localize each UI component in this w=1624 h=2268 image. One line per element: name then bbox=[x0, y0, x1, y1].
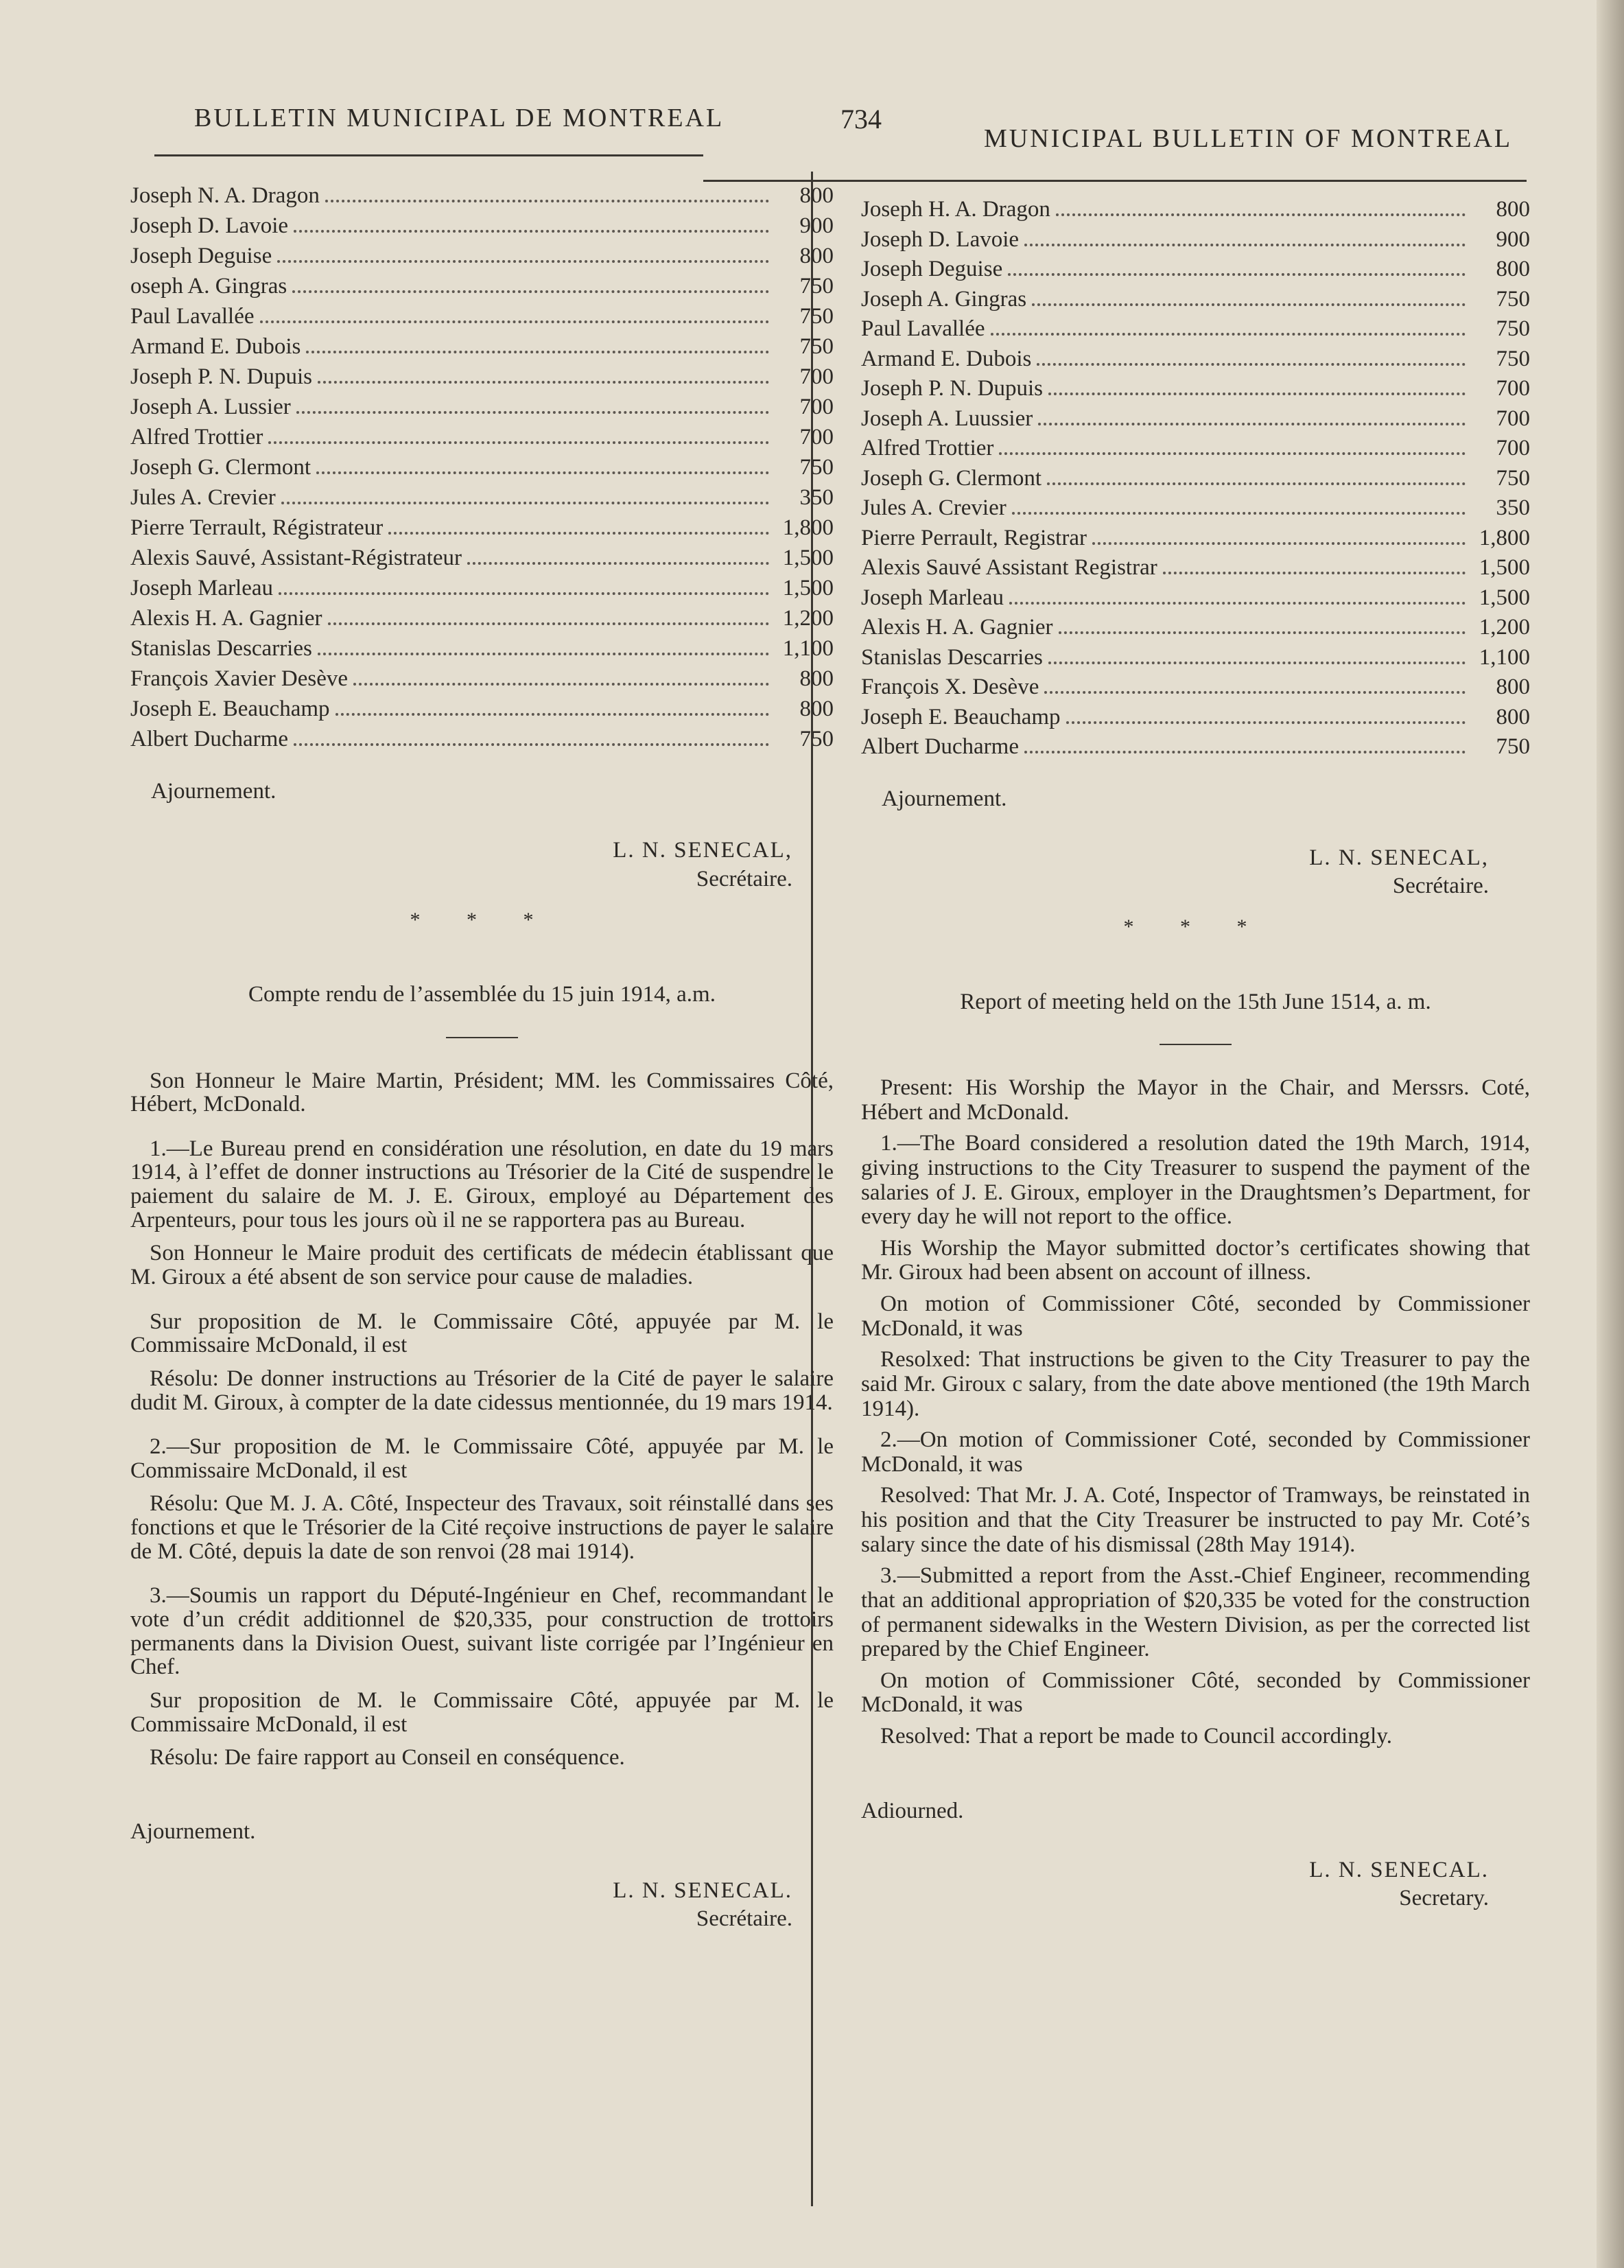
signature-block bbox=[130, 1877, 834, 1934]
salary-row bbox=[130, 605, 834, 635]
dot-leader bbox=[1044, 691, 1466, 694]
dot-leader bbox=[292, 290, 769, 293]
salary-amount: 750 bbox=[1496, 316, 1530, 341]
salary-amount: 750 bbox=[799, 304, 834, 329]
dot-leader bbox=[1092, 542, 1466, 545]
salary-amount: 1,500 bbox=[782, 576, 834, 600]
minutes-paragraph: Son Honneur le Maire Martin, Président; MM. les Commissaires Côté, Hébert, McDonald. bbox=[130, 1068, 834, 1117]
salary-row bbox=[861, 434, 1530, 465]
dot-leader bbox=[1056, 213, 1466, 216]
employee-name: Alexis H. A. Gagnier bbox=[130, 606, 322, 631]
salary-row bbox=[861, 315, 1530, 345]
salary-amount: 1,100 bbox=[1479, 644, 1530, 670]
salary-amount: 1,800 bbox=[782, 515, 834, 540]
employee-name: Jules A. Crevier bbox=[861, 495, 1007, 520]
dot-leader bbox=[1066, 721, 1466, 724]
salary-amount: 800 bbox=[1496, 675, 1530, 699]
salary-row bbox=[861, 405, 1530, 435]
salary-row bbox=[861, 673, 1530, 703]
salary-row bbox=[130, 242, 834, 272]
salary-amount: 750 bbox=[1496, 734, 1530, 759]
salary-row bbox=[861, 524, 1530, 554]
employee-name: Jules A. Crevier bbox=[130, 485, 276, 510]
minutes-paragraph: 1.—Le Bureau prend en considération une résolution, en date du 19 mars 1914, à l’effet de donner instructions au Trésorier de la Cité de suspendre le paiement du salaire de M. J. E. Giroux, employé au Département des Arpenteurs, pour tous les jours où il ne se rapportera pas au Bureau. bbox=[130, 1136, 834, 1232]
dot-leader bbox=[316, 471, 769, 474]
salary-amount: 700 bbox=[799, 364, 834, 389]
dot-leader bbox=[325, 200, 769, 202]
salary-amount: 1,100 bbox=[782, 636, 834, 661]
employee-name: Stanislas Descarries bbox=[130, 636, 312, 661]
salary-row bbox=[130, 544, 834, 574]
signature-block bbox=[861, 1856, 1530, 1913]
salary-row bbox=[130, 635, 834, 665]
minutes-paragraph: Résolu: Que M. J. A. Côté, Inspecteur des Travaux, soit réinstallé dans ses fonctions et que le Trésorier de la Cité reçoive instructions de payer le salaire de M. Côté, depuis la date de son renvoi (28 mai 1914). bbox=[130, 1491, 834, 1564]
minutes-paragraph: 2.—Sur proposition de M. le Commissaire Côté, appuyée par M. le Commissaire McDonald, il est bbox=[130, 1434, 834, 1483]
salary-amount: 700 bbox=[799, 425, 834, 449]
dot-leader bbox=[353, 683, 769, 686]
employee-name: oseph A. Gingras bbox=[130, 274, 287, 299]
employee-name: Alfred Trottier bbox=[130, 425, 263, 449]
minutes-paragraph: Sur proposition de M. le Commissaire Côté, appuyée par M. le Commissaire McDonald, il est bbox=[130, 1309, 834, 1358]
salary-amount: 750 bbox=[1496, 346, 1530, 371]
employee-name: Albert Ducharme bbox=[861, 734, 1019, 759]
signatory-title: Secrétaire. bbox=[696, 866, 792, 891]
salary-amount: 350 bbox=[799, 485, 834, 510]
adjournment-note: Ajournement. bbox=[151, 779, 276, 804]
salary-amount: 750 bbox=[799, 727, 834, 751]
employee-name: Joseph E. Beauchamp bbox=[130, 697, 330, 721]
salary-row bbox=[861, 584, 1530, 614]
employee-name: François Xavier Desève bbox=[130, 666, 349, 691]
salary-row bbox=[130, 212, 834, 242]
dot-leader bbox=[306, 351, 769, 353]
employee-name: Joseph D. Lavoie bbox=[861, 226, 1020, 252]
employee-name: Joseph P. N. Dupuis bbox=[130, 364, 312, 389]
dot-leader bbox=[1037, 363, 1466, 366]
adjournment-note: Adiourned. bbox=[861, 1798, 964, 1823]
salary-row bbox=[861, 465, 1530, 495]
signatory-name: L. N. SENECAL. bbox=[1309, 1857, 1489, 1882]
dot-leader bbox=[1024, 244, 1466, 246]
dot-leader bbox=[336, 713, 769, 716]
dot-leader bbox=[268, 441, 769, 444]
employee-name: Joseph A. Luussier bbox=[861, 406, 1033, 431]
salary-amount: 1,500 bbox=[782, 546, 834, 570]
minutes-paragraph: Resolxed: That instructions be given to the City Treasurer to pay the said Mr. Giroux c salary, from the date above mentioned (the 19th March 1914). bbox=[861, 1347, 1530, 1421]
signature-block bbox=[130, 837, 834, 893]
salary-row bbox=[861, 345, 1530, 375]
salary-amount: 350 bbox=[1496, 495, 1530, 520]
dot-leader bbox=[999, 452, 1466, 455]
minutes-paragraph: 3.—Soumis un rapport du Député-Ingénieur en Chef, recommandant le vote d’un crédit additionnel de $20,335, pour construction de trottoirs permanents dans la Division Ouest, suivant liste corrigée par l’Ingénieur en Chef. bbox=[130, 1583, 834, 1680]
adjournment-note: Ajournement. bbox=[882, 786, 1007, 811]
salary-row bbox=[861, 375, 1530, 405]
signatory-name: L. N. SENECAL. bbox=[613, 1878, 792, 1904]
employee-name: Albert Ducharme bbox=[130, 727, 288, 751]
employee-name: Joseph E. Beauchamp bbox=[861, 704, 1061, 729]
dot-leader bbox=[1024, 751, 1466, 753]
employee-name: Joseph Marleau bbox=[861, 585, 1004, 610]
employee-name: Stanislas Descarries bbox=[861, 644, 1043, 670]
salary-row bbox=[130, 393, 834, 423]
employee-name: Pierre Terrault, Régistrateur bbox=[130, 515, 384, 540]
salary-row bbox=[130, 695, 834, 725]
page-number: 734 bbox=[840, 104, 882, 135]
dot-leader bbox=[318, 381, 769, 384]
dot-leader bbox=[1059, 631, 1466, 634]
dot-leader bbox=[294, 743, 769, 746]
dot-leader bbox=[1012, 512, 1466, 515]
salary-amount: 1,800 bbox=[1479, 525, 1530, 550]
meeting-minutes-english bbox=[861, 1076, 1530, 1749]
minutes-paragraph: Résolu: De faire rapport au Conseil en conséquence. bbox=[150, 1745, 625, 1770]
salary-row bbox=[861, 255, 1530, 285]
salary-amount: 800 bbox=[799, 244, 834, 268]
minutes-paragraph: 3.—Submitted a report from the Asst.-Chief Engineer, recommending that an additional appropriation of $20,335 be voted for the construction of permanent sidewalks in the Western Division, as per the corrected list prepared by the Chief Engineer. bbox=[861, 1563, 1530, 1662]
dot-leader bbox=[1038, 423, 1466, 425]
dot-leader bbox=[318, 653, 769, 655]
dot-leader bbox=[388, 532, 769, 535]
salary-amount: 1,500 bbox=[1479, 585, 1530, 610]
employee-name: Pierre Perrault, Registrar bbox=[861, 525, 1087, 550]
employee-name: Joseph Marleau bbox=[130, 576, 274, 600]
page-edge bbox=[1597, 0, 1624, 2268]
section-separator: * * * bbox=[410, 908, 554, 931]
salary-row bbox=[861, 733, 1530, 763]
signatory-name: L. N. SENECAL, bbox=[613, 838, 792, 863]
salary-amount: 900 bbox=[1496, 226, 1530, 252]
salary-row bbox=[130, 454, 834, 484]
dot-leader bbox=[1047, 482, 1466, 485]
employee-name: Joseph Deguise bbox=[130, 244, 272, 268]
minutes-paragraph: 2.—On motion of Commissioner Coté, seconded by Commissioner McDonald, it was bbox=[861, 1427, 1530, 1477]
minutes-paragraph: On motion of Commissioner Côté, seconded by Commissioner McDonald, it was bbox=[861, 1668, 1530, 1718]
employee-name: Alfred Trottier bbox=[861, 436, 994, 460]
meeting-minutes-french bbox=[130, 1069, 834, 1770]
short-rule bbox=[1160, 1044, 1232, 1045]
salary-amount: 1,200 bbox=[782, 606, 834, 631]
signatory-title: Secrétaire. bbox=[696, 1906, 792, 1932]
signatory-title: Secrétaire. bbox=[1392, 874, 1489, 898]
french-column bbox=[130, 182, 834, 1934]
employee-name: Joseph P. N. Dupuis bbox=[861, 376, 1043, 401]
salary-row bbox=[861, 613, 1530, 644]
employee-name: Joseph A. Gingras bbox=[861, 286, 1027, 312]
salary-amount: 750 bbox=[1496, 465, 1530, 491]
employee-name: Alexis Sauvé Assistant Registrar bbox=[861, 555, 1157, 580]
dot-leader bbox=[328, 622, 769, 625]
salary-amount: 800 bbox=[799, 666, 834, 691]
salary-row bbox=[861, 554, 1530, 584]
salary-row bbox=[861, 196, 1530, 226]
dot-leader bbox=[1048, 662, 1466, 664]
english-column bbox=[861, 196, 1530, 1913]
employee-name: Joseph N. A. Dragon bbox=[130, 183, 320, 208]
dot-leader bbox=[296, 411, 769, 414]
dot-leader bbox=[260, 320, 769, 323]
salary-amount: 750 bbox=[1496, 286, 1530, 312]
employee-name: Paul Lavallée bbox=[130, 304, 255, 329]
meeting-title: Report of meeting held on the 15th June 1514, a. m. bbox=[960, 989, 1431, 1014]
dot-leader bbox=[277, 260, 769, 263]
salary-row bbox=[130, 423, 834, 454]
signatory-title: Secretary. bbox=[1399, 1886, 1489, 1911]
salary-amount: 700 bbox=[1496, 406, 1530, 431]
employee-name: Joseph Deguise bbox=[861, 257, 1003, 281]
salary-amount: 1,500 bbox=[1479, 555, 1530, 580]
header-right-title: MUNICIPAL BULLETIN OF MONTREAL bbox=[984, 124, 1513, 153]
dot-leader bbox=[1048, 393, 1466, 395]
salary-amount: 800 bbox=[1496, 257, 1530, 281]
dot-leader bbox=[467, 562, 769, 565]
salary-row bbox=[130, 484, 834, 514]
minutes-paragraph: Sur proposition de M. le Commissaire Côté, appuyée par M. le Commissaire McDonald, il est bbox=[130, 1687, 834, 1737]
minutes-paragraph: Resolved: That Mr. J. A. Coté, Inspector of Tramways, be reinstated in his position and that the City Treasurer be instructed to pay Mr. Coté’s salary since the date of his dismissal (28th May 1914). bbox=[861, 1483, 1530, 1557]
salary-amount: 700 bbox=[1496, 436, 1530, 460]
dot-leader bbox=[1032, 303, 1466, 306]
salary-amount: 900 bbox=[799, 213, 834, 238]
employee-name: Joseph H. A. Dragon bbox=[861, 197, 1050, 222]
salary-row bbox=[861, 703, 1530, 734]
dot-leader bbox=[281, 502, 769, 504]
salary-row bbox=[130, 514, 834, 544]
salary-row bbox=[130, 182, 834, 212]
employee-name: Alexis H. A. Gagnier bbox=[861, 615, 1053, 640]
header-left-title: BULLETIN MUNICIPAL DE MONTREAL bbox=[194, 104, 725, 132]
salary-amount: 700 bbox=[1496, 376, 1530, 401]
dot-leader bbox=[1008, 273, 1466, 276]
adjournment-note: Ajournement. bbox=[130, 1819, 256, 1844]
dot-leader bbox=[991, 333, 1466, 336]
salary-row bbox=[861, 285, 1530, 316]
salary-list-english bbox=[861, 196, 1530, 763]
employee-name: Joseph A. Lussier bbox=[130, 395, 291, 419]
dot-leader bbox=[294, 230, 769, 233]
dot-leader bbox=[1009, 602, 1466, 605]
employee-name: Alexis Sauvé, Assistant-Régistrateur bbox=[130, 546, 462, 570]
salary-row bbox=[130, 363, 834, 393]
salary-row bbox=[861, 644, 1530, 674]
minutes-paragraph: On motion of Commissioner Côté, seconded by Commissioner McDonald, it was bbox=[861, 1291, 1530, 1341]
salary-row bbox=[130, 574, 834, 605]
signatory-name: L. N. SENECAL, bbox=[1309, 845, 1489, 870]
employee-name: François X. Desève bbox=[861, 675, 1039, 699]
employee-name: Joseph D. Lavoie bbox=[130, 213, 289, 238]
salary-row bbox=[130, 272, 834, 303]
salary-row bbox=[130, 333, 834, 363]
dot-leader bbox=[279, 592, 769, 595]
header-rule-left bbox=[154, 154, 703, 156]
salary-amount: 800 bbox=[799, 697, 834, 721]
salary-amount: 800 bbox=[1496, 704, 1530, 729]
signature-block bbox=[861, 844, 1530, 901]
employee-name: Joseph G. Clermont bbox=[130, 455, 311, 480]
employee-name: Paul Lavallée bbox=[861, 316, 985, 341]
salary-row bbox=[861, 494, 1530, 524]
minutes-paragraph: 1.—The Board considered a resolution dated the 19th March, 1914, giving instructions to the City Treasurer to suspend the payment of the salaries of J. E. Giroux, employer in the Draughtsmen’s Department, for every day he will not report to the office. bbox=[861, 1131, 1530, 1230]
short-rule bbox=[446, 1037, 518, 1038]
salary-amount: 750 bbox=[799, 455, 834, 480]
minutes-paragraph: Resolved: That a report be made to Council accordingly. bbox=[880, 1724, 1392, 1749]
minutes-paragraph: His Worship the Mayor submitted doctor’s certificates showing that Mr. Giroux had been absent on account of illness. bbox=[861, 1235, 1530, 1285]
salary-amount: 800 bbox=[1496, 197, 1530, 222]
employee-name: Joseph G. Clermont bbox=[861, 465, 1042, 491]
employee-name: Armand E. Dubois bbox=[861, 346, 1032, 371]
salary-amount: 750 bbox=[799, 334, 834, 359]
salary-amount: 700 bbox=[799, 395, 834, 419]
salary-amount: 750 bbox=[799, 274, 834, 299]
minutes-paragraph: Son Honneur le Maire produit des certificats de médecin établissant que M. Giroux a été absent de son service pour cause de maladies. bbox=[130, 1241, 834, 1289]
minutes-paragraph: Present: His Worship the Mayor in the Chair, and Merssrs. Coté, Hébert and McDonald. bbox=[861, 1075, 1530, 1125]
minutes-paragraph: Résolu: De donner instructions au Trésorier de la Cité de payer le salaire dudit M. Giroux, à compter de la date cidessus mentionnée, du 19 mars 1914. bbox=[130, 1366, 834, 1415]
salary-row bbox=[130, 725, 834, 756]
meeting-title: Compte rendu de l’assemblée du 15 juin 1914, a.m. bbox=[248, 982, 716, 1007]
salary-amount: 1,200 bbox=[1479, 615, 1530, 640]
salary-row bbox=[130, 665, 834, 695]
salary-row bbox=[130, 303, 834, 333]
salary-list-french bbox=[130, 182, 834, 756]
section-separator: * * * bbox=[1123, 915, 1268, 939]
salary-row bbox=[861, 226, 1530, 256]
salary-amount: 800 bbox=[799, 183, 834, 208]
dot-leader bbox=[1163, 572, 1466, 574]
employee-name: Armand E. Dubois bbox=[130, 334, 301, 359]
